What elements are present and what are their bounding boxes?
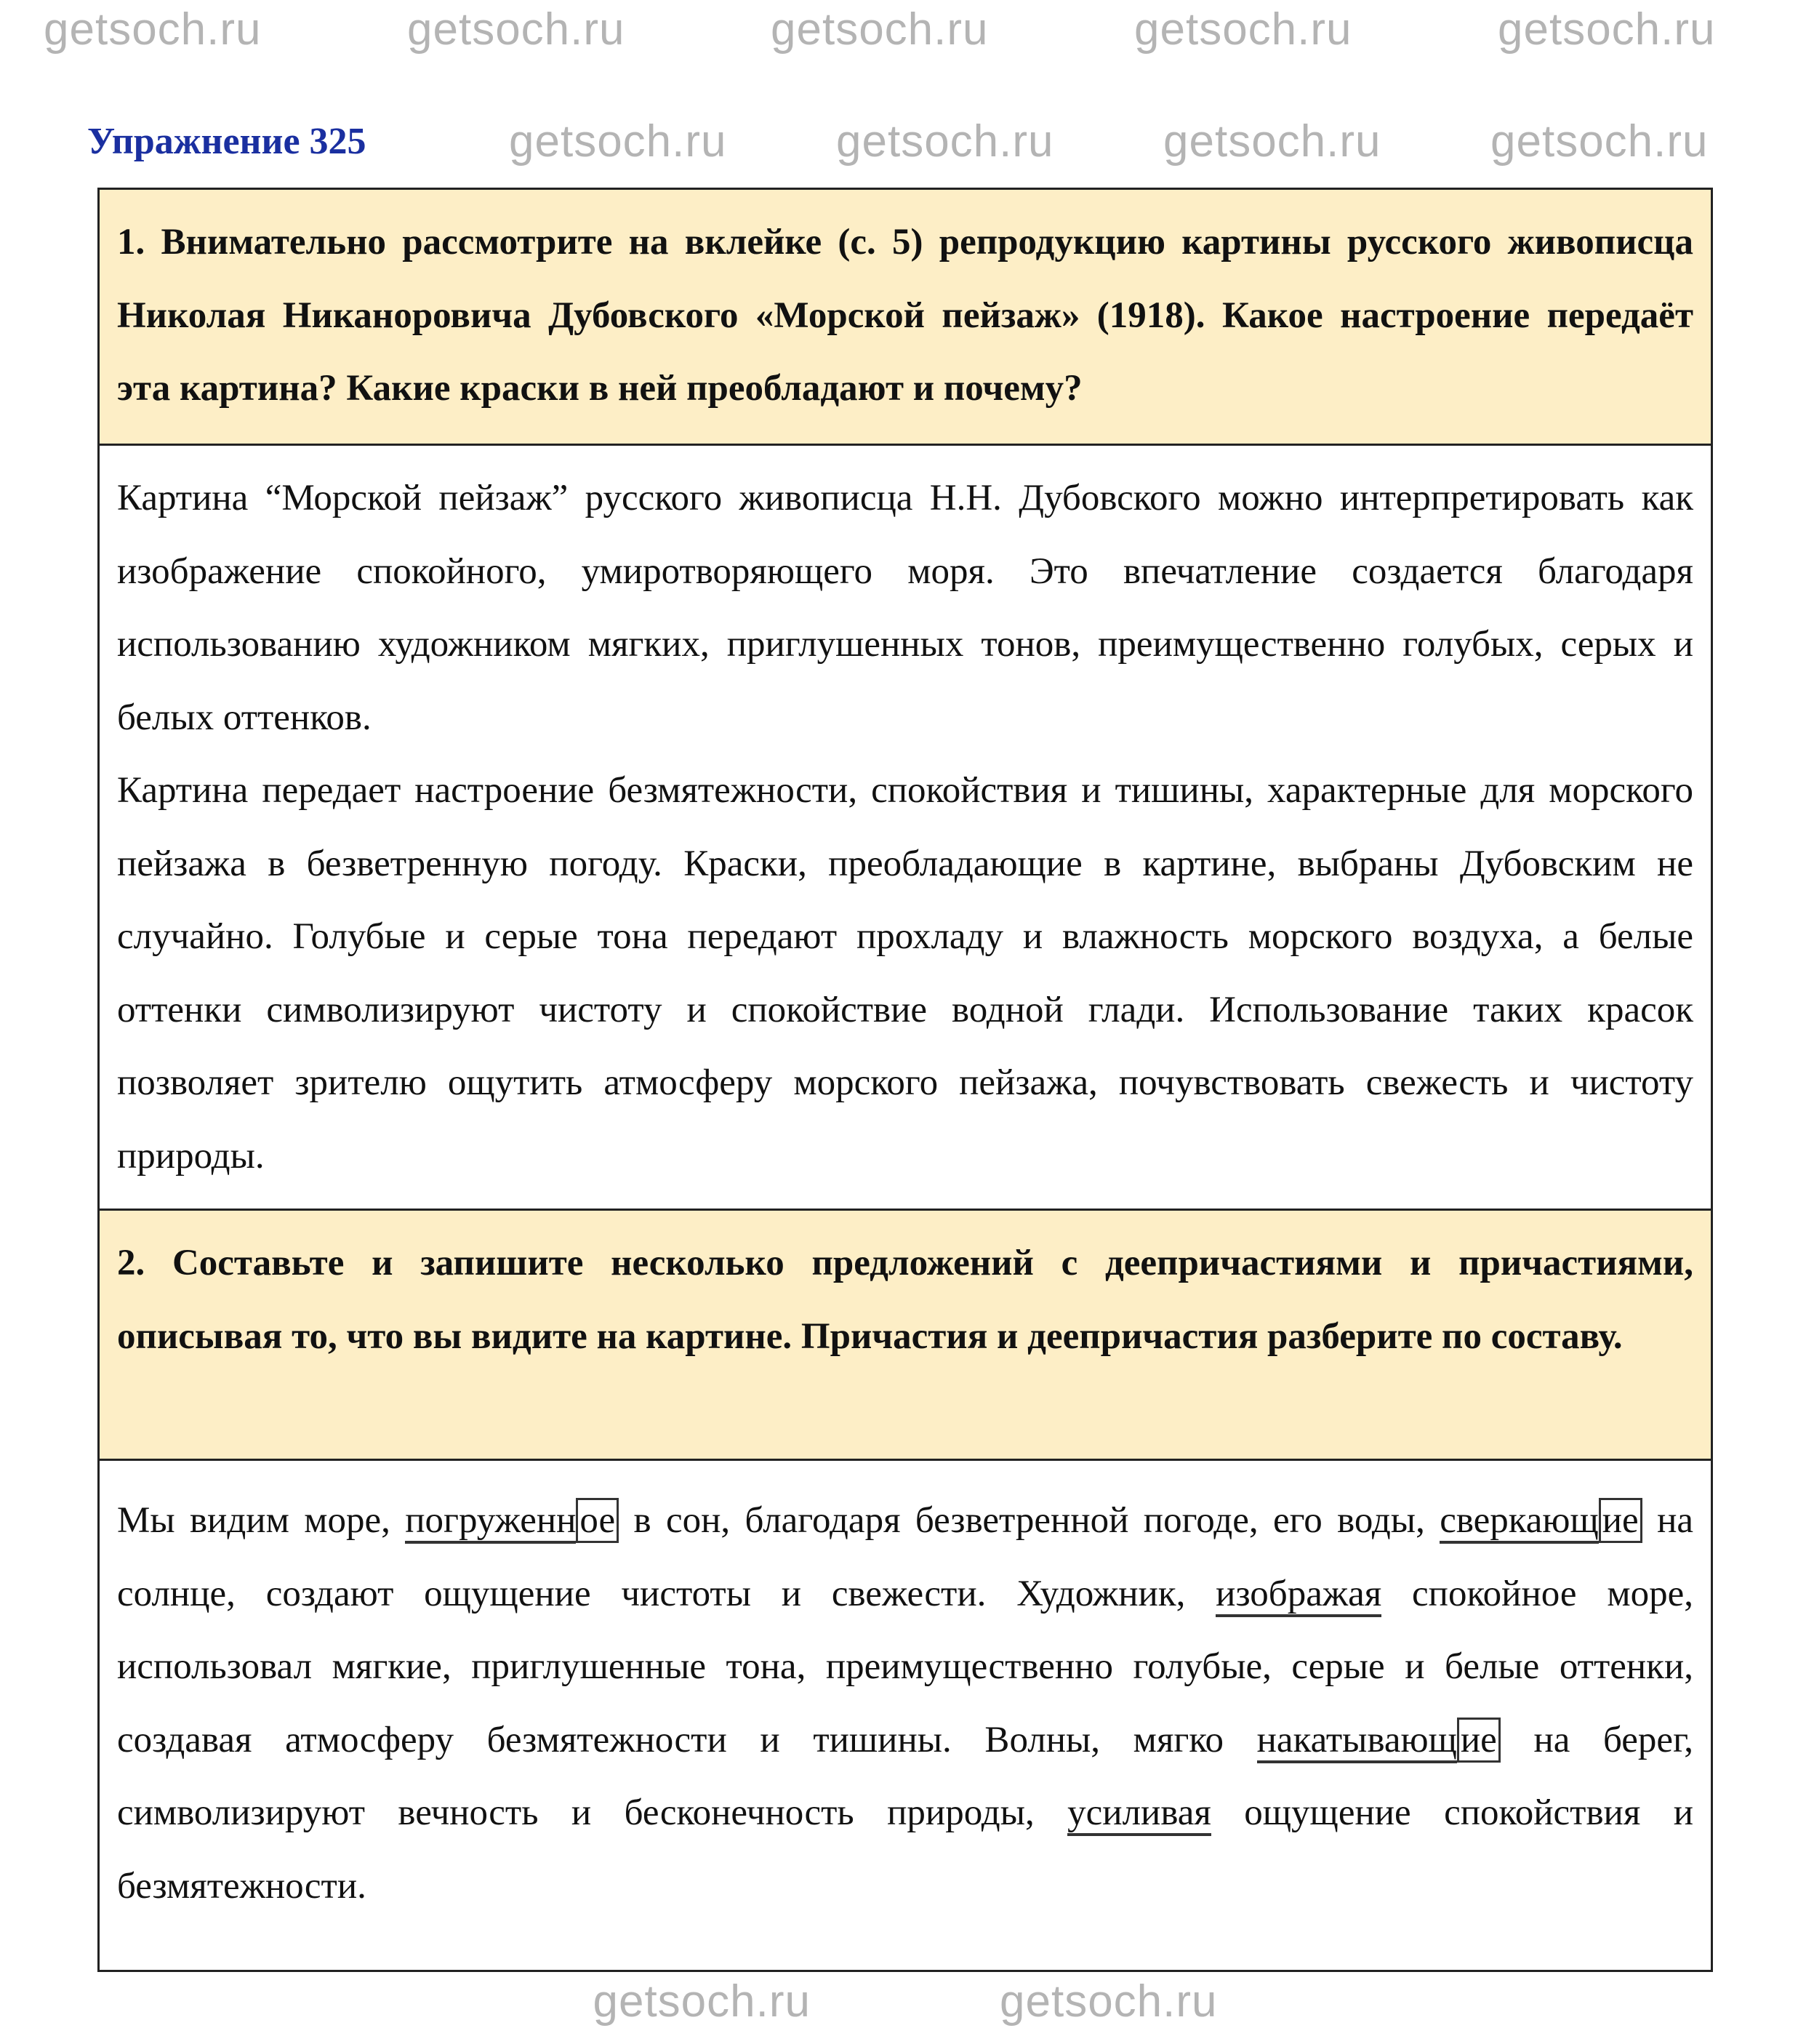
participle-ending: ие xyxy=(1599,1498,1642,1543)
task2-answer xyxy=(100,1461,1711,1970)
footer xyxy=(97,1972,1713,2027)
task1-answer-paragraph-1: Картина “Морской пейзаж” русского живописца Н.Н. Дубовского можно интерпретировать как изображение спокойного, умиротворяющего моря. Это впечатление создается благодаря использованию художником мягких, приглушенных тонов, преимущественно голубых, серых и белых оттенков. xyxy=(117,478,1693,738)
watermark: getsoch.ru xyxy=(1498,4,1716,55)
task1-question: 1. Внимательно рассмотрите на вклейке (с. 5) репродукцию картины русского живописца Николая Никаноровича Дубовского «Морской пейзаж» (1918). Какое настроение передаёт эта картина? Какие краски в ней преобладают и почему? xyxy=(100,190,1711,446)
answer-text: на солнце, создают ощущение чистоты и свежести. Художник, xyxy=(117,1500,1693,1614)
exercise-title: Упражнение 325 xyxy=(87,121,366,162)
watermark: getsoch.ru xyxy=(407,4,625,55)
participle-stem: сверкающ xyxy=(1440,1500,1599,1544)
participle-ending: ое xyxy=(576,1498,619,1543)
watermark: getsoch.ru xyxy=(771,4,989,55)
watermark: getsoch.ru xyxy=(1490,116,1709,167)
answer-text: спокойное море, использовал мягкие, приглушенные тона, преимущественно голубые, серые и белые оттенки, создавая атмосферу безмятежности и тишины. Волны, мягко xyxy=(117,1573,1693,1760)
participle-stem: накатывающ xyxy=(1257,1720,1457,1763)
watermark: getsoch.ru xyxy=(836,116,1054,167)
task1-answer-paragraph-2: Картина передает настроение безмятежности, спокойствия и тишины, характерные для морского пейзажа в безветренную погоду. Краски, преобладающие в картине, выбраны Дубовским не случайно. Голубые и серые тона передают прохладу и влажность морского воздуха, а белые оттенки символизируют чистоту и спокойствие водной глади. Использование таких красок позволяет зрителю ощутить атмосферу морского пейзажа, почувствовать свежесть и чистоту природы. xyxy=(117,770,1693,1177)
answer-text: ощущение спокойствия и безмятежности. xyxy=(117,1792,1694,1907)
watermark: getsoch.ru xyxy=(593,1976,811,2027)
gerund: изображая xyxy=(1216,1574,1381,1617)
task2-question: 2. Составьте и запишите несколько предложений с деепричастиями и причастиями, описывая то, что вы видите на картине. Причастия и деепричастия разберите по составу. xyxy=(100,1211,1711,1461)
participle-stem: погруженн xyxy=(405,1500,576,1544)
exercise-table xyxy=(97,188,1713,1972)
task1-answer xyxy=(100,446,1711,1211)
watermark: getsoch.ru xyxy=(1134,4,1352,55)
answer-text: Мы видим море, xyxy=(117,1500,406,1541)
watermark: getsoch.ru xyxy=(1163,116,1381,167)
answer-text: на берег, символизируют вечность и бесконечность природы, xyxy=(117,1719,1693,1833)
gerund: усиливая xyxy=(1067,1792,1211,1836)
content-flow xyxy=(97,188,1713,2027)
participle-ending: ие xyxy=(1457,1718,1501,1763)
watermark: getsoch.ru xyxy=(509,116,727,167)
answer-text: в сон, благодаря безветренной погоде, его воды, xyxy=(619,1500,1440,1541)
watermark: getsoch.ru xyxy=(1000,1976,1218,2027)
watermark: getsoch.ru xyxy=(44,4,262,55)
